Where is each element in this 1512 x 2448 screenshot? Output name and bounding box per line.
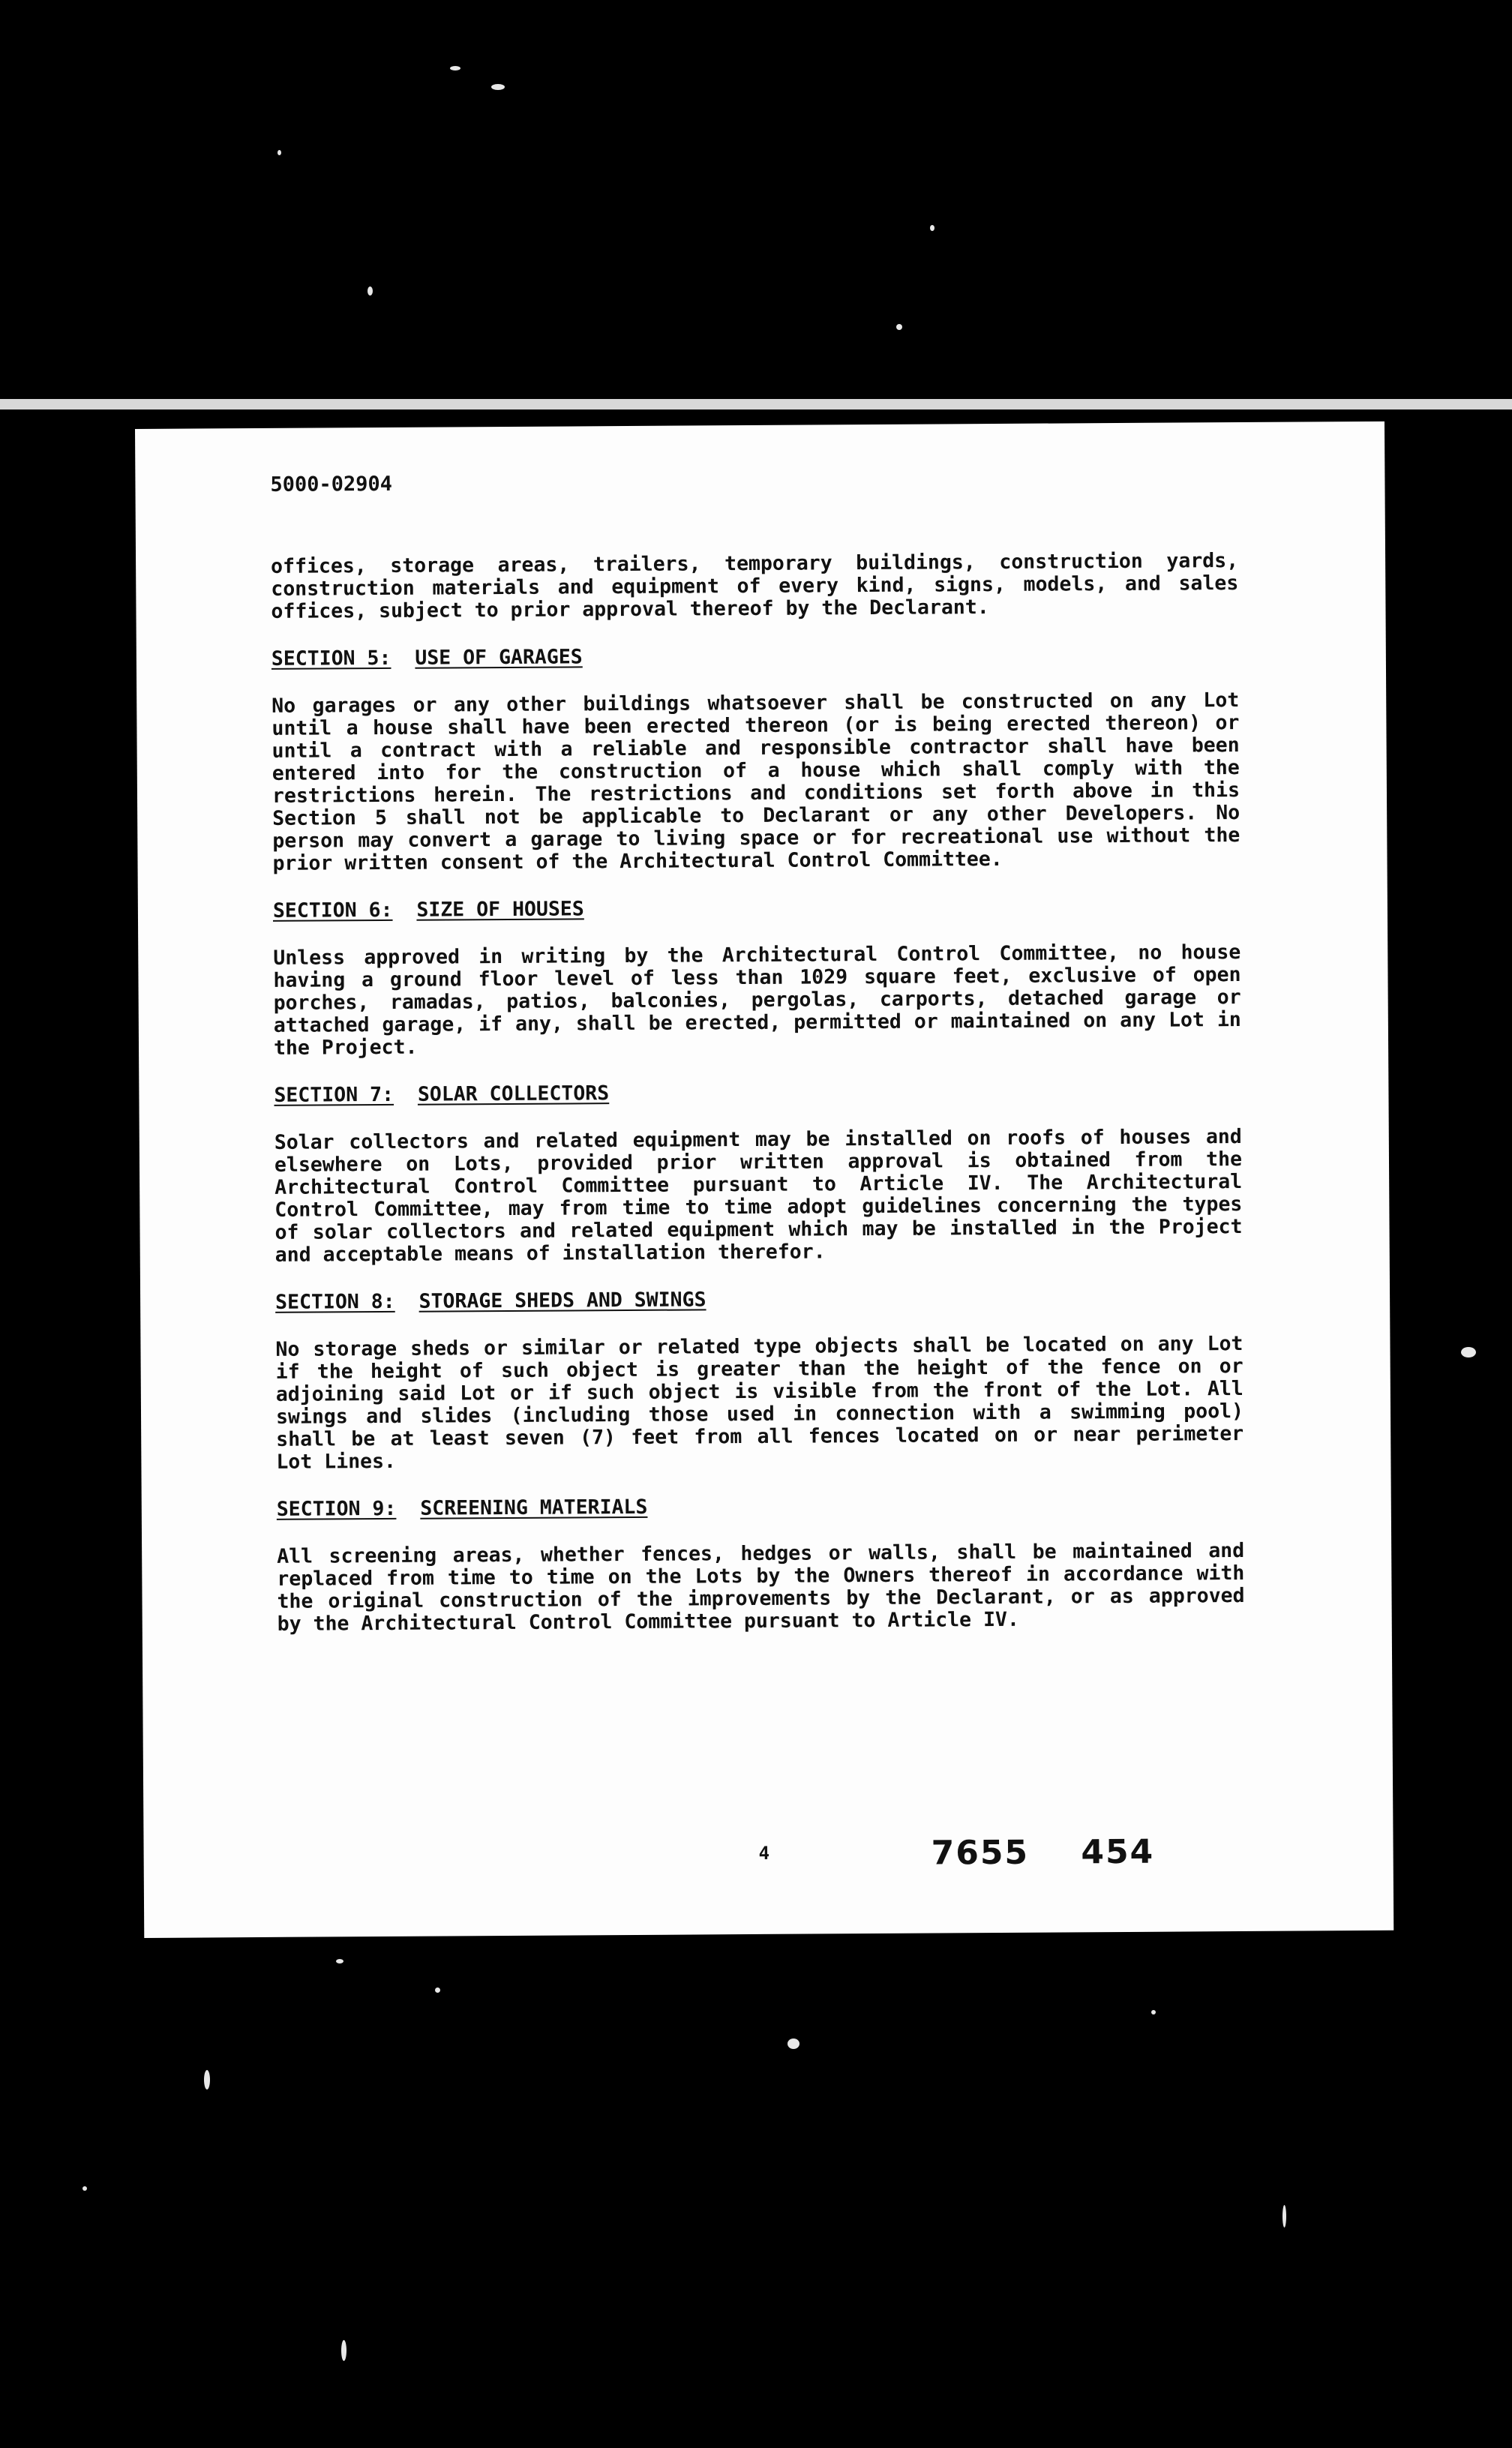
scan-noise-speck — [788, 2038, 800, 2049]
scan-noise-speck — [930, 225, 934, 231]
scan-noise-speck — [341, 2340, 346, 2361]
scan-noise-speck — [1461, 1347, 1476, 1358]
intro-paragraph: offices, storage areas, trailers, temporary buildings, construction yards, construction materials and equipment of every kind, signs, models, and sales offices, subject to prior approval thereof by the Declarant. — [271, 549, 1239, 623]
scan-noise-speck — [368, 286, 373, 296]
scan-noise-speck — [1151, 2010, 1156, 2014]
document-body — [271, 550, 1245, 1660]
section-9-body: All screening areas, whether fences, hedges or walls, shall be maintained and replaced from time to time on the Lots by the Owners thereof in accordance with the original construction of the improvements by the Declarant, or as approved by the Architectural Control Committee pursuant to Article IV. — [277, 1538, 1245, 1636]
section-9-title: SCREENING MATERIALS — [420, 1495, 648, 1520]
section-5-label: SECTION 5: — [271, 646, 392, 670]
section-5-body: No garages or any other buildings whatsoever shall be constructed on any Lot until a house shall have been erected thereon (or is being erected thereon) or until a contract with a reliable and responsible contractor shall have been entered into for the construction of a house which shall comply with the restrictions herein. The restrictions and conditions set forth above in this Section 5 shall not be applicable to Declarant or any other Developers. No person may convert a garage to living space or for recreational use without the prior written consent of the Architectural Control Committee. — [272, 688, 1240, 875]
section-5-heading — [272, 642, 1239, 670]
book-page: 454 — [1081, 1832, 1155, 1872]
scan-noise-speck — [278, 150, 281, 155]
section-6-label: SECTION 6: — [272, 898, 393, 922]
section-9-label: SECTION 9: — [276, 1496, 397, 1521]
section-8-label: SECTION 8: — [275, 1289, 395, 1314]
scan-edge-line — [0, 399, 1512, 410]
document-page — [135, 422, 1394, 1938]
scan-noise-speck — [450, 66, 460, 70]
section-7-title: SOLAR COLLECTORS — [417, 1082, 610, 1106]
book-number: 7655 — [931, 1833, 1030, 1873]
section-5-title: USE OF GARAGES — [415, 645, 583, 670]
scan-noise-speck — [491, 84, 505, 90]
section-7-heading — [274, 1078, 1241, 1107]
recording-stamp — [931, 1833, 1154, 1873]
section-7-label: SECTION 7: — [274, 1082, 394, 1107]
section-8-heading — [275, 1286, 1243, 1314]
scan-noise-speck — [435, 1988, 440, 1993]
scan-noise-speck — [1282, 2205, 1286, 2228]
section-7-body: Solar collectors and related equipment may be installed on roofs of houses and elsewhere on Lots, provided prior written approval is obtained from the Architectural Control Committee pursuant to Article IV. The Architectural Control Committee, may from time to time adopt guidelines concerning the types of solar collectors and related equipment which may be installed in the Project and acceptable means of installation therefor. — [274, 1125, 1243, 1267]
scan-noise-speck — [896, 324, 902, 330]
section-6-title: SIZE OF HOUSES — [416, 897, 584, 922]
section-6-heading — [273, 894, 1240, 922]
section-6-body: Unless approved in writing by the Architectural Control Committee, no house having a ground floor level of less than 1029 square feet, exclusive of open porches, ramadas, patios, balconies, pergolas, carports, detached garage or attached garage, if any, shall be erected, permitted or maintained on any Lot in the Project. — [273, 940, 1241, 1060]
page-number: 4 — [758, 1842, 770, 1864]
scan-noise-speck — [204, 2070, 210, 2090]
scan-noise-speck — [82, 2186, 87, 2191]
section-9-heading — [277, 1492, 1244, 1521]
scan-noise-speck — [336, 1959, 344, 1964]
document-number: 5000-02904 — [270, 472, 393, 496]
section-8-body: No storage sheds or similar or related type objects shall be located on any Lot if the height of such object is greater than the height of the fence on or adjoining said Lot or if such object is visible from the front of the Lot. All swings and slides (including those used in connection with a swimming pool) shall be at least seven (7) feet from all fences located on or near perimeter Lot Lines. — [275, 1331, 1244, 1474]
section-8-title: STORAGE SHEDS AND SWINGS — [418, 1288, 706, 1313]
